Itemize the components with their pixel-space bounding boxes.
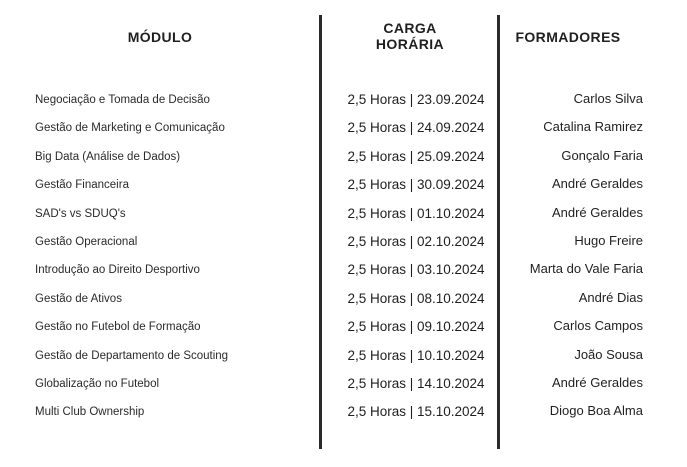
formador-cell: João Sousa <box>574 346 643 362</box>
table-row <box>0 114 687 142</box>
carga-cell: 2,5 Horas | 14.10.2024 <box>347 375 485 391</box>
modulo-cell: Globalização no Futebol <box>35 377 160 390</box>
modulo-cell: SAD's vs SDUQ's <box>35 207 126 220</box>
carga-cell: 2,5 Horas | 09.10.2024 <box>347 319 485 335</box>
table-row <box>0 86 687 114</box>
schedule-table <box>0 86 687 427</box>
table-row <box>0 200 687 228</box>
header-carga-line1: CARGA <box>383 20 437 36</box>
formador-cell: Marta do Vale Faria <box>529 261 643 277</box>
modulo-cell: Big Data (Análise de Dados) <box>35 150 181 163</box>
formador-cell: André Geraldes <box>551 176 643 192</box>
carga-cell: 2,5 Horas | 10.10.2024 <box>347 347 485 363</box>
carga-cell: 2,5 Horas | 03.10.2024 <box>347 262 485 278</box>
table-row <box>0 228 687 256</box>
carga-cell: 2,5 Horas | 02.10.2024 <box>347 233 485 249</box>
modulo-cell: Gestão de Marketing e Comunicação <box>35 122 225 135</box>
table-row <box>0 313 687 341</box>
formador-cell: Diogo Boa Alma <box>549 403 643 419</box>
formador-cell: André Geraldes <box>551 374 643 390</box>
carga-cell: 2,5 Horas | 25.09.2024 <box>347 148 485 164</box>
carga-cell: 2,5 Horas | 24.09.2024 <box>347 120 485 136</box>
modulo-cell: Gestão no Futebol de Formação <box>35 321 201 334</box>
table-row <box>0 285 687 313</box>
table-row <box>0 171 687 199</box>
formador-cell: Carlos Silva <box>573 91 643 106</box>
table-row <box>0 398 687 426</box>
table-row <box>0 370 687 398</box>
modulo-cell: Gestão Operacional <box>35 235 138 248</box>
table-row <box>0 342 687 370</box>
header-modulo: MÓDULO <box>127 29 193 45</box>
table-row <box>0 256 687 284</box>
header-carga-line2: HORÁRIA <box>375 36 445 52</box>
modulo-cell: Negociação e Tomada de Decisão <box>35 94 210 106</box>
formador-cell: Gonçalo Faria <box>561 147 643 163</box>
modulo-cell: Multi Club Ownership <box>35 406 145 419</box>
carga-cell: 2,5 Horas | 30.09.2024 <box>347 177 485 193</box>
modulo-cell: Gestão de Departamento de Scouting <box>35 349 229 362</box>
formador-cell: Hugo Freire <box>574 232 643 248</box>
formador-cell: André Geraldes <box>551 204 643 220</box>
formador-cell: André Dias <box>578 289 643 305</box>
carga-cell: 2,5 Horas | 23.09.2024 <box>347 92 485 107</box>
carga-cell: 2,5 Horas | 15.10.2024 <box>347 404 485 420</box>
formador-cell: Catalina Ramirez <box>543 119 643 135</box>
modulo-cell: Gestão de Ativos <box>35 292 122 305</box>
carga-cell: 2,5 Horas | 08.10.2024 <box>347 290 485 306</box>
formador-cell: Carlos Campos <box>553 318 643 334</box>
modulo-cell: Gestão Financeira <box>35 179 129 192</box>
header-carga-horaria <box>330 20 490 52</box>
carga-cell: 2,5 Horas | 01.10.2024 <box>347 205 485 221</box>
modulo-cell: Introdução ao Direito Desportivo <box>35 264 200 277</box>
header-formadores: FORMADORES <box>515 29 621 45</box>
table-row <box>0 143 687 171</box>
